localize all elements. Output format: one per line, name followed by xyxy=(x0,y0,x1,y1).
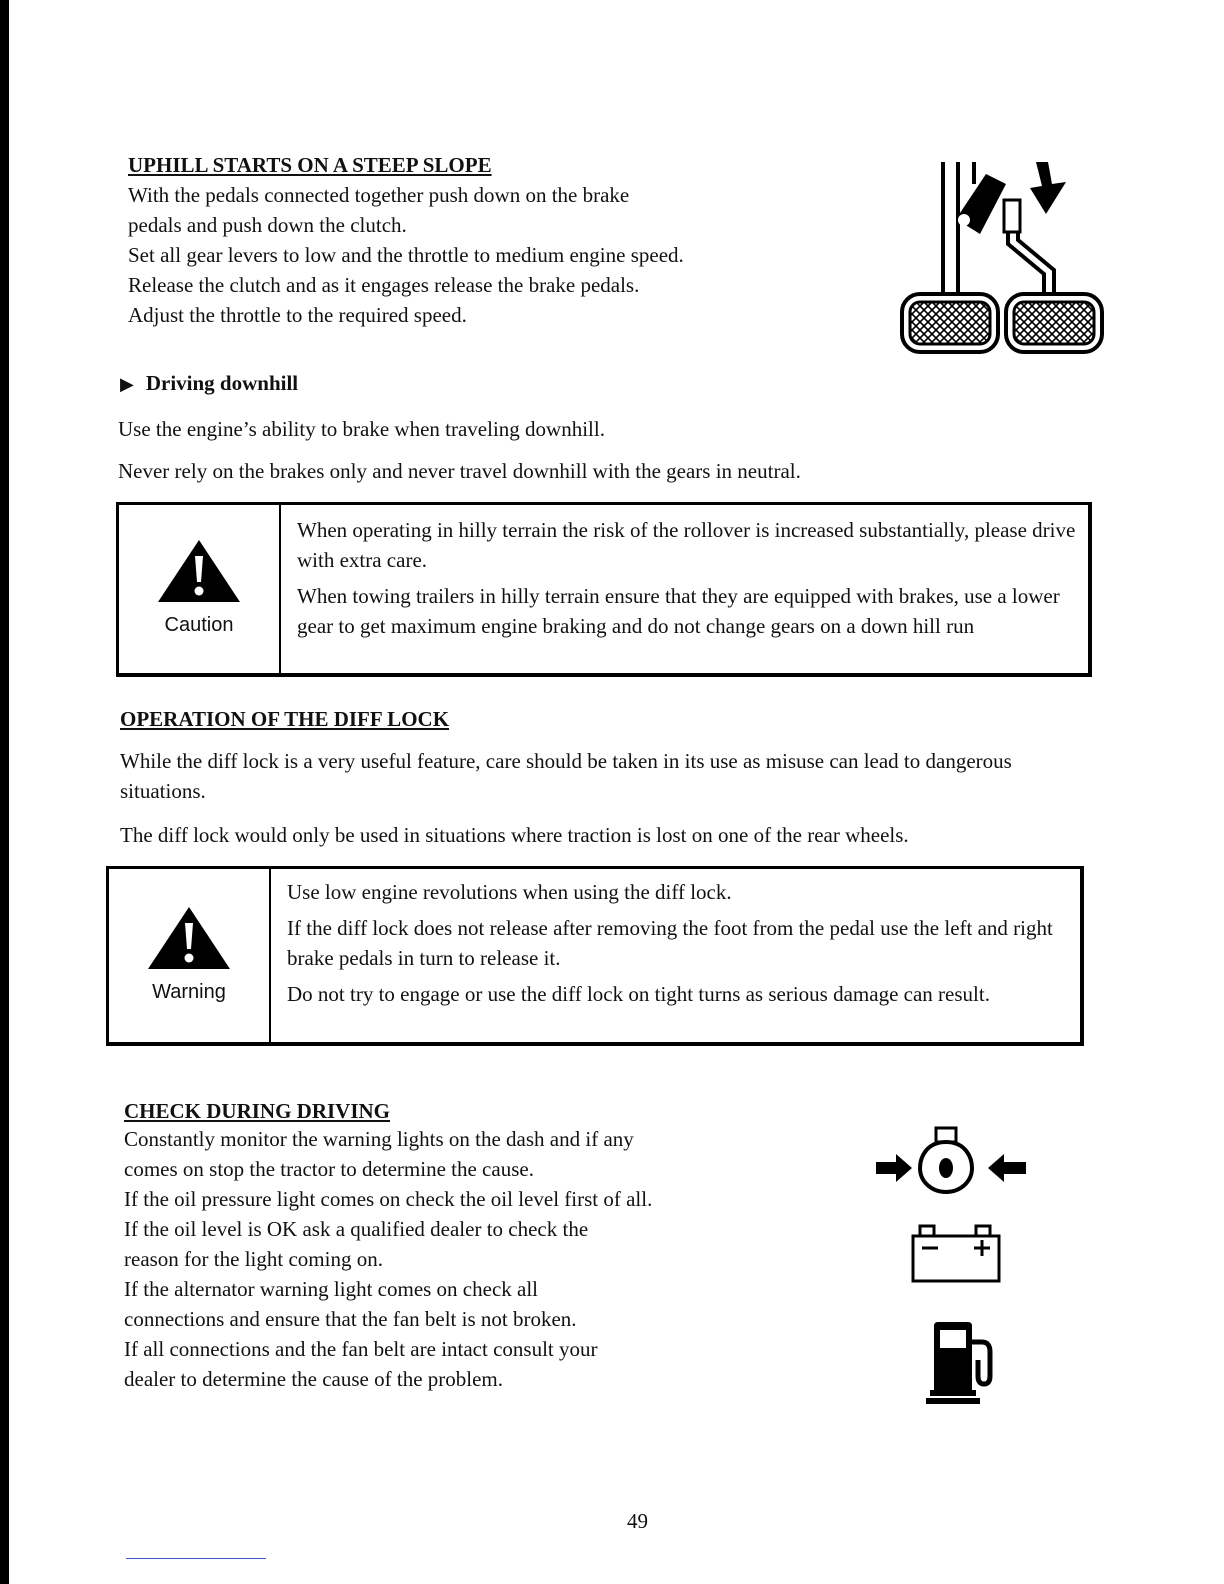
warning-line: Use low engine revolutions when using the diff lock. xyxy=(287,880,732,904)
diff-lock-paragraph-1: While the diff lock is a very useful feature, care should be taken in its use as misuse can lead to dangerous situations. xyxy=(120,749,1012,803)
uphill-heading: UPHILL STARTS ON A STEEP SLOPE xyxy=(128,153,492,177)
uphill-line: Set all gear levers to low and the throttle to medium engine speed. xyxy=(128,243,684,267)
diff-lock-heading: OPERATION OF THE DIFF LOCK xyxy=(120,707,450,731)
caution-text-cell xyxy=(281,505,1088,673)
oil-pressure-icon xyxy=(874,1124,1030,1194)
check-text xyxy=(124,1124,804,1394)
warning-text-cell xyxy=(271,869,1080,1042)
check-line: If all connections and the fan belt are intact consult your xyxy=(124,1337,598,1361)
uphill-line: Adjust the throttle to the required speed. xyxy=(128,303,467,327)
warning-box xyxy=(106,866,1084,1046)
uphill-line: pedals and push down the clutch. xyxy=(128,213,407,237)
page-edge-bar xyxy=(0,0,9,1584)
footer-rule xyxy=(126,1558,266,1559)
caution-label-cell xyxy=(119,505,281,673)
downhill-paragraph-2: Never rely on the brakes only and never travel downhill with the gears in neutral. xyxy=(118,459,801,483)
check-line: If the oil level is OK ask a qualified dealer to check the xyxy=(124,1217,589,1241)
warning-line: Do not try to engage or use the diff lock on tight turns as serious damage can result. xyxy=(287,982,990,1006)
check-line: reason for the light coming on. xyxy=(124,1247,383,1271)
caution-line: When towing trailers in hilly terrain ensure that they are equipped with brakes, use a lower gear to get maximum engine braking and do not change gears on a down hill run xyxy=(297,584,1060,638)
check-heading: CHECK DURING DRIVING xyxy=(124,1099,391,1123)
caution-line: When operating in hilly terrain the risk of the rollover is increased substantially, please drive with extra care. xyxy=(297,518,1076,572)
caution-box xyxy=(116,502,1092,677)
downhill-heading xyxy=(120,368,298,399)
page-number: 49 xyxy=(627,1509,648,1533)
check-line: comes on stop the tractor to determine the cause. xyxy=(124,1157,534,1181)
fuel-pump-icon xyxy=(924,1320,1000,1408)
warning-label: Warning xyxy=(152,980,226,1003)
check-line: Constantly monitor the warning lights on the dash and if any xyxy=(124,1127,634,1151)
battery-icon xyxy=(910,1224,1002,1284)
check-line: If the oil pressure light comes on check the oil level first of all. xyxy=(124,1187,653,1211)
diff-lock-paragraph-2: The diff lock would only be used in situations where traction is lost on one of the rear wheels. xyxy=(120,823,909,847)
uphill-line: Release the clutch and as it engages release the brake pedals. xyxy=(128,273,640,297)
uphill-line: With the pedals connected together push down on the brake xyxy=(128,183,630,207)
brake-pedals-icon xyxy=(896,154,1108,359)
warning-label-cell xyxy=(109,869,271,1042)
downhill-paragraph-1: Use the engine’s ability to brake when traveling downhill. xyxy=(118,417,605,441)
caution-label: Caution xyxy=(164,614,234,636)
warning-triangle-icon xyxy=(146,905,232,971)
check-line: If the alternator warning light comes on check all xyxy=(124,1277,539,1301)
warning-triangle-icon xyxy=(156,538,242,604)
downhill-title: Driving downhill xyxy=(145,371,299,395)
uphill-text xyxy=(128,180,848,330)
warning-line: If the diff lock does not release after removing the foot from the pedal use the left and right brake pedals in turn to release it. xyxy=(287,916,1053,970)
check-line: connections and ensure that the fan belt is not broken. xyxy=(124,1307,577,1331)
triangle-bullet-icon: ▶ xyxy=(120,374,134,394)
check-line: dealer to determine the cause of the problem. xyxy=(124,1367,504,1391)
